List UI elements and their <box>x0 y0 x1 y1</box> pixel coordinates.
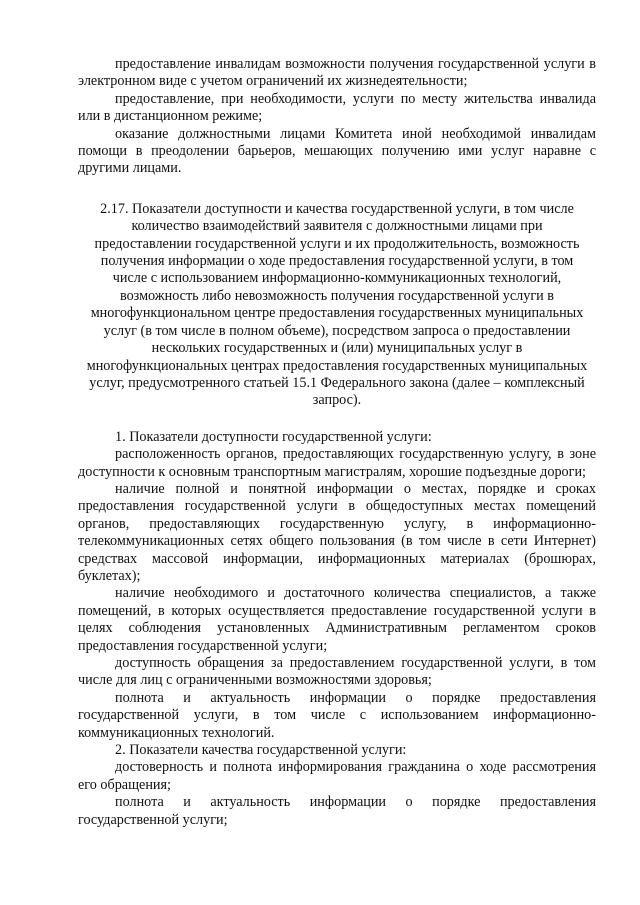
paragraph-staff-and-premises: наличие необходимого и достаточного количества специалистов, а также помещений, в которых осуществляется предоставление государственной услуги в целях соблюдения установленных Административным регламентом сроков предоставления государственной услуги; <box>78 585 596 654</box>
paragraph-committee-assistance: оказание должностными лицами Комитета иной необходимой инвалидам помощи в преодолении барьеров, мешающих получению ими услуг наравне с другими лицами. <box>78 125 596 177</box>
paragraph-procedure-information: полнота и актуальность информации о порядке предоставления государственной услуги; <box>78 794 596 828</box>
subheading-quality-indicators: 2. Показатели качества государственной услуги: <box>115 742 407 759</box>
paragraph-informing-reliability: достоверность и полнота информирования гражданина о ходе рассмотрения его обращения; <box>78 759 596 793</box>
paragraph-information-availability: наличие полной и понятной информации о местах, порядке и сроках предоставления государственной услуги в общедоступных местах помещений органов, предоставляющих государственную услугу, в информационно-телекоммуникационных сетях общего пользования (в том числе в сети Интернет) средствах массовой информации, информационных материалах (брошюрах, буклетах); <box>78 480 596 584</box>
document-body <box>78 56 596 829</box>
paragraph-information-completeness: полнота и актуальность информации о порядке предоставления государственной услуги, в том числе с использованием информационно-коммуникационных технологий. <box>78 689 596 741</box>
paragraph-location: расположенность органов, предоставляющих государственную услугу, в зоне доступности к основным транспортным магистралям, хорошие подъездные дороги; <box>78 446 596 480</box>
intro-block <box>78 56 596 178</box>
section-heading-2-17: 2.17. Показатели доступности и качества государственной услуги, в том числе количество взаимодействий заявителя с должностными лицами при предоставлении государственной услуги и их продолжительность, возможность получения информации о ходе предоставления государственной услуги, в том числе с использованием информационно-коммуникационных технологий, возможность либо невозможность получения государственной услуги в многофункциональном центре предоставления государственных муниципальных услуг (в том числе в полном объеме), посредством запроса о предоставлении нескольких государственных и (или) муниципальных услуг в многофункциональных центрах предоставления государственных муниципальных услуг, предусмотренного статьей 15.1 Федерального закона (далее – комплексный запрос). <box>86 200 588 409</box>
subheading-accessibility-indicators: 1. Показатели доступности государственной услуги: <box>115 428 432 445</box>
indicators-block <box>78 429 596 829</box>
paragraph-electronic-access: предоставление инвалидам возможности получения государственной услуги в электронном виде с учетом ограничений их жизнедеятельности; <box>78 56 596 90</box>
paragraph-remote-service: предоставление, при необходимости, услуги по месту жительства инвалида или в дистанционном режиме; <box>78 90 596 125</box>
paragraph-accessibility-of-request: доступность обращения за предоставлением государственной услуги, в том числе для лиц с ограниченными возможностями здоровья; <box>78 655 596 689</box>
